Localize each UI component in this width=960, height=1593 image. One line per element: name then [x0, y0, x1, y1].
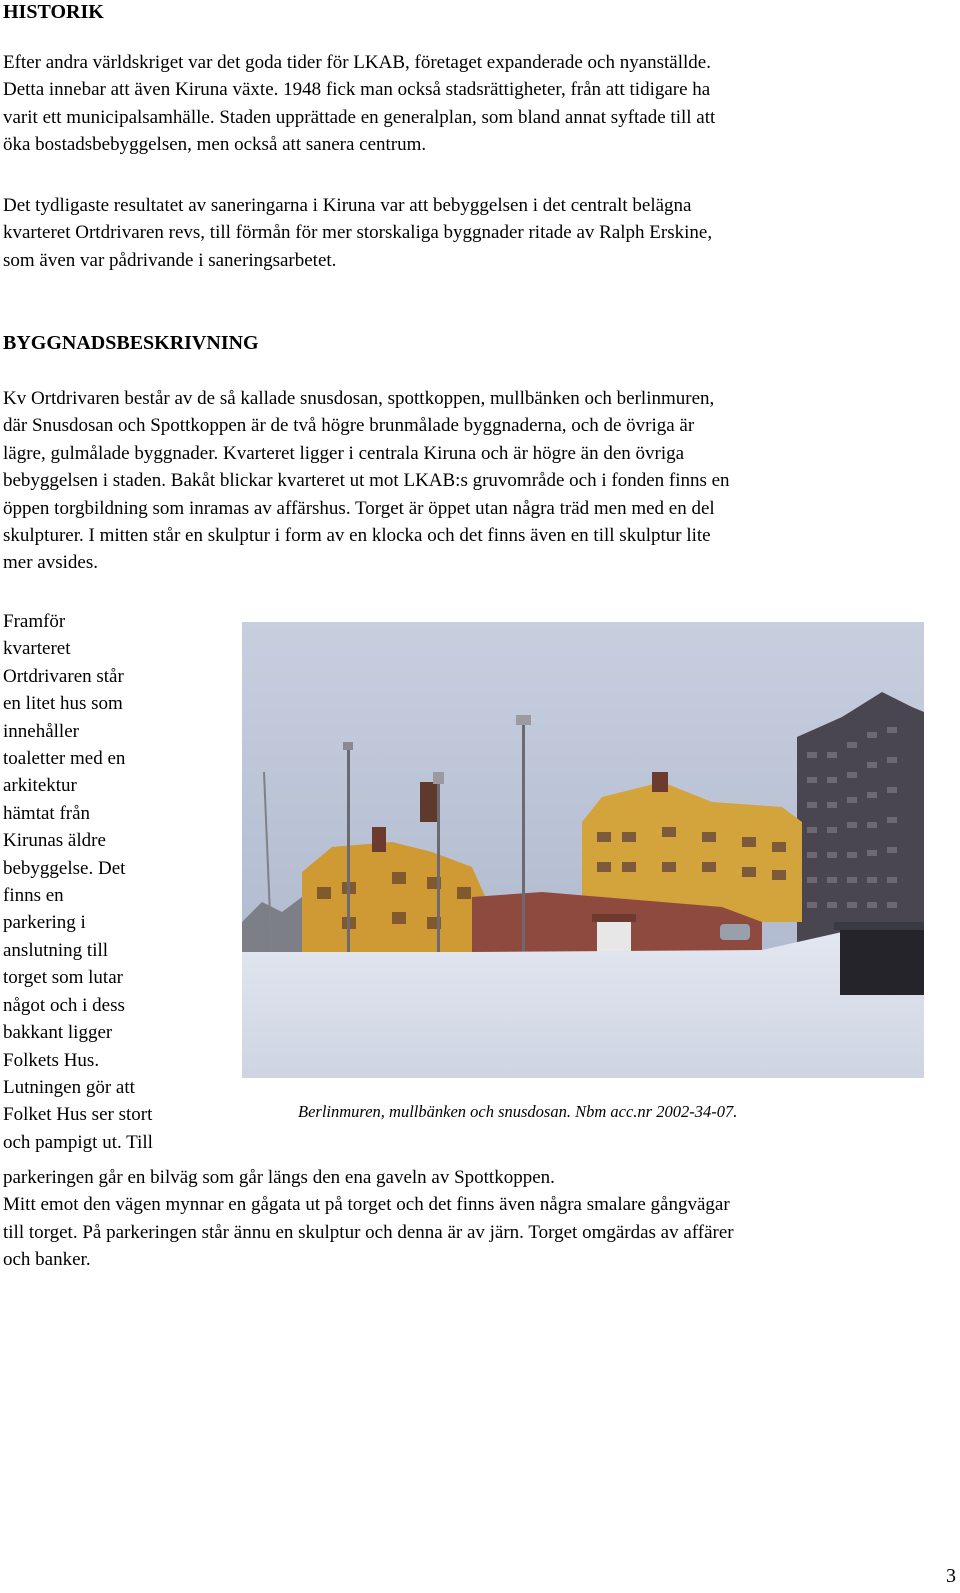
text-line: parkeringen går en bilväg som går längs den ena gaveln av Spottkoppen.: [3, 1167, 555, 1188]
section-heading-byggnadsbeskrivning: BYGGNADSBESKRIVNING: [3, 332, 259, 354]
text-line: mer avsides.: [3, 552, 98, 574]
text-line: Efter andra världskriget var det goda tider för LKAB, företaget expanderade och nyanställde.: [3, 52, 711, 73]
text-line: Framför: [3, 611, 66, 632]
text-line: lägre, gulmålade byggnader. Kvarteret ligger i centrala Kiruna och är högre än den övriga: [3, 442, 685, 464]
text-line: Folkets Hus.: [3, 1049, 100, 1071]
text-line: varit ett municipalsamhälle. Staden upprättade en generalplan, som bland annat syftade till att: [3, 106, 716, 128]
text-line: Kirunas äldre: [3, 830, 106, 852]
text-line: en litet hus som: [3, 693, 123, 715]
historik-paragraph-1: [3, 49, 715, 159]
byggnad-paragraph-2: [3, 1164, 734, 1274]
text-line: till torget. På parkeringen står ännu en skulptur och denna är av järn. Torget omgärdas av affärer: [3, 1221, 734, 1243]
side-text-column: [3, 608, 233, 1156]
text-line: Folket Hus ser stort: [3, 1104, 153, 1126]
text-line: innehåller: [3, 720, 79, 742]
text-line: anslutning till: [3, 939, 109, 961]
byggnad-paragraph-1: [3, 385, 730, 577]
text-line: bebyggelsen i staden. Bakåt blickar kvarteret ut mot LKAB:s gruvområde och i fonden finns en: [3, 470, 730, 492]
text-line: Detta innebar att även Kiruna växte. 1948 fick man också stadsrättigheter, från att tidigare ha: [3, 79, 711, 101]
figure-caption: Berlinmuren, mullbänken och snusdosan. Nbm acc.nr 2002-34-07.: [298, 1102, 738, 1121]
text-line: hämtat från: [3, 802, 91, 824]
section-heading-historik: HISTORIK: [3, 1, 104, 23]
text-line: bakkant ligger: [3, 1022, 113, 1044]
text-line: toaletter med en: [3, 748, 126, 770]
photo-kvarteret-ortdrivaren: [242, 622, 924, 1078]
text-line: Det tydligaste resultatet av saneringarna i Kiruna var att bebyggelsen i det centralt belägna: [3, 195, 692, 216]
text-line: Kv Ortdrivaren består av de så kallade snusdosan, spottkoppen, mullbänken och berlinmuren,: [3, 388, 715, 409]
text-line: Lutningen gör att: [3, 1076, 135, 1098]
text-line: bebyggelse. Det: [3, 857, 126, 879]
text-line: Ortdrivaren står: [3, 665, 124, 687]
text-line: och pampigt ut. Till: [3, 1131, 153, 1153]
text-line: torget som lutar: [3, 967, 123, 989]
text-line: öppen torgbildning som inramas av affärshus. Torget är öppet utan några träd men med en del: [3, 497, 715, 519]
text-line: skulpturer. I mitten står en skulptur i form av en klocka och det finns även en till skulptur lite: [3, 525, 711, 547]
page-number: 3: [946, 1565, 956, 1587]
text-line: öka bostadsbebyggelsen, men också att sanera centrum.: [3, 134, 427, 156]
historik-paragraph-2: [3, 192, 712, 274]
text-line: arkitektur: [3, 775, 77, 797]
text-line: där Snusdosan och Spottkoppen är de två högre brunmålade byggnaderna, och de övriga är: [3, 415, 695, 437]
text-line: kvarteret Ortdrivaren revs, till förmån för mer storskaliga byggnader ritade av Ralph Erskine,: [3, 222, 713, 244]
text-line: Mitt emot den vägen mynnar en gågata ut på torget och det finns även några smalare gångvägar: [3, 1194, 730, 1216]
text-line: och banker.: [3, 1249, 91, 1271]
text-line: kvarteret: [3, 638, 71, 660]
text-line: något och i dess: [3, 994, 125, 1016]
text-line: finns en: [3, 885, 64, 907]
text-line: parkering i: [3, 912, 86, 934]
text-line: som även var pådrivande i saneringsarbetet.: [3, 249, 337, 271]
